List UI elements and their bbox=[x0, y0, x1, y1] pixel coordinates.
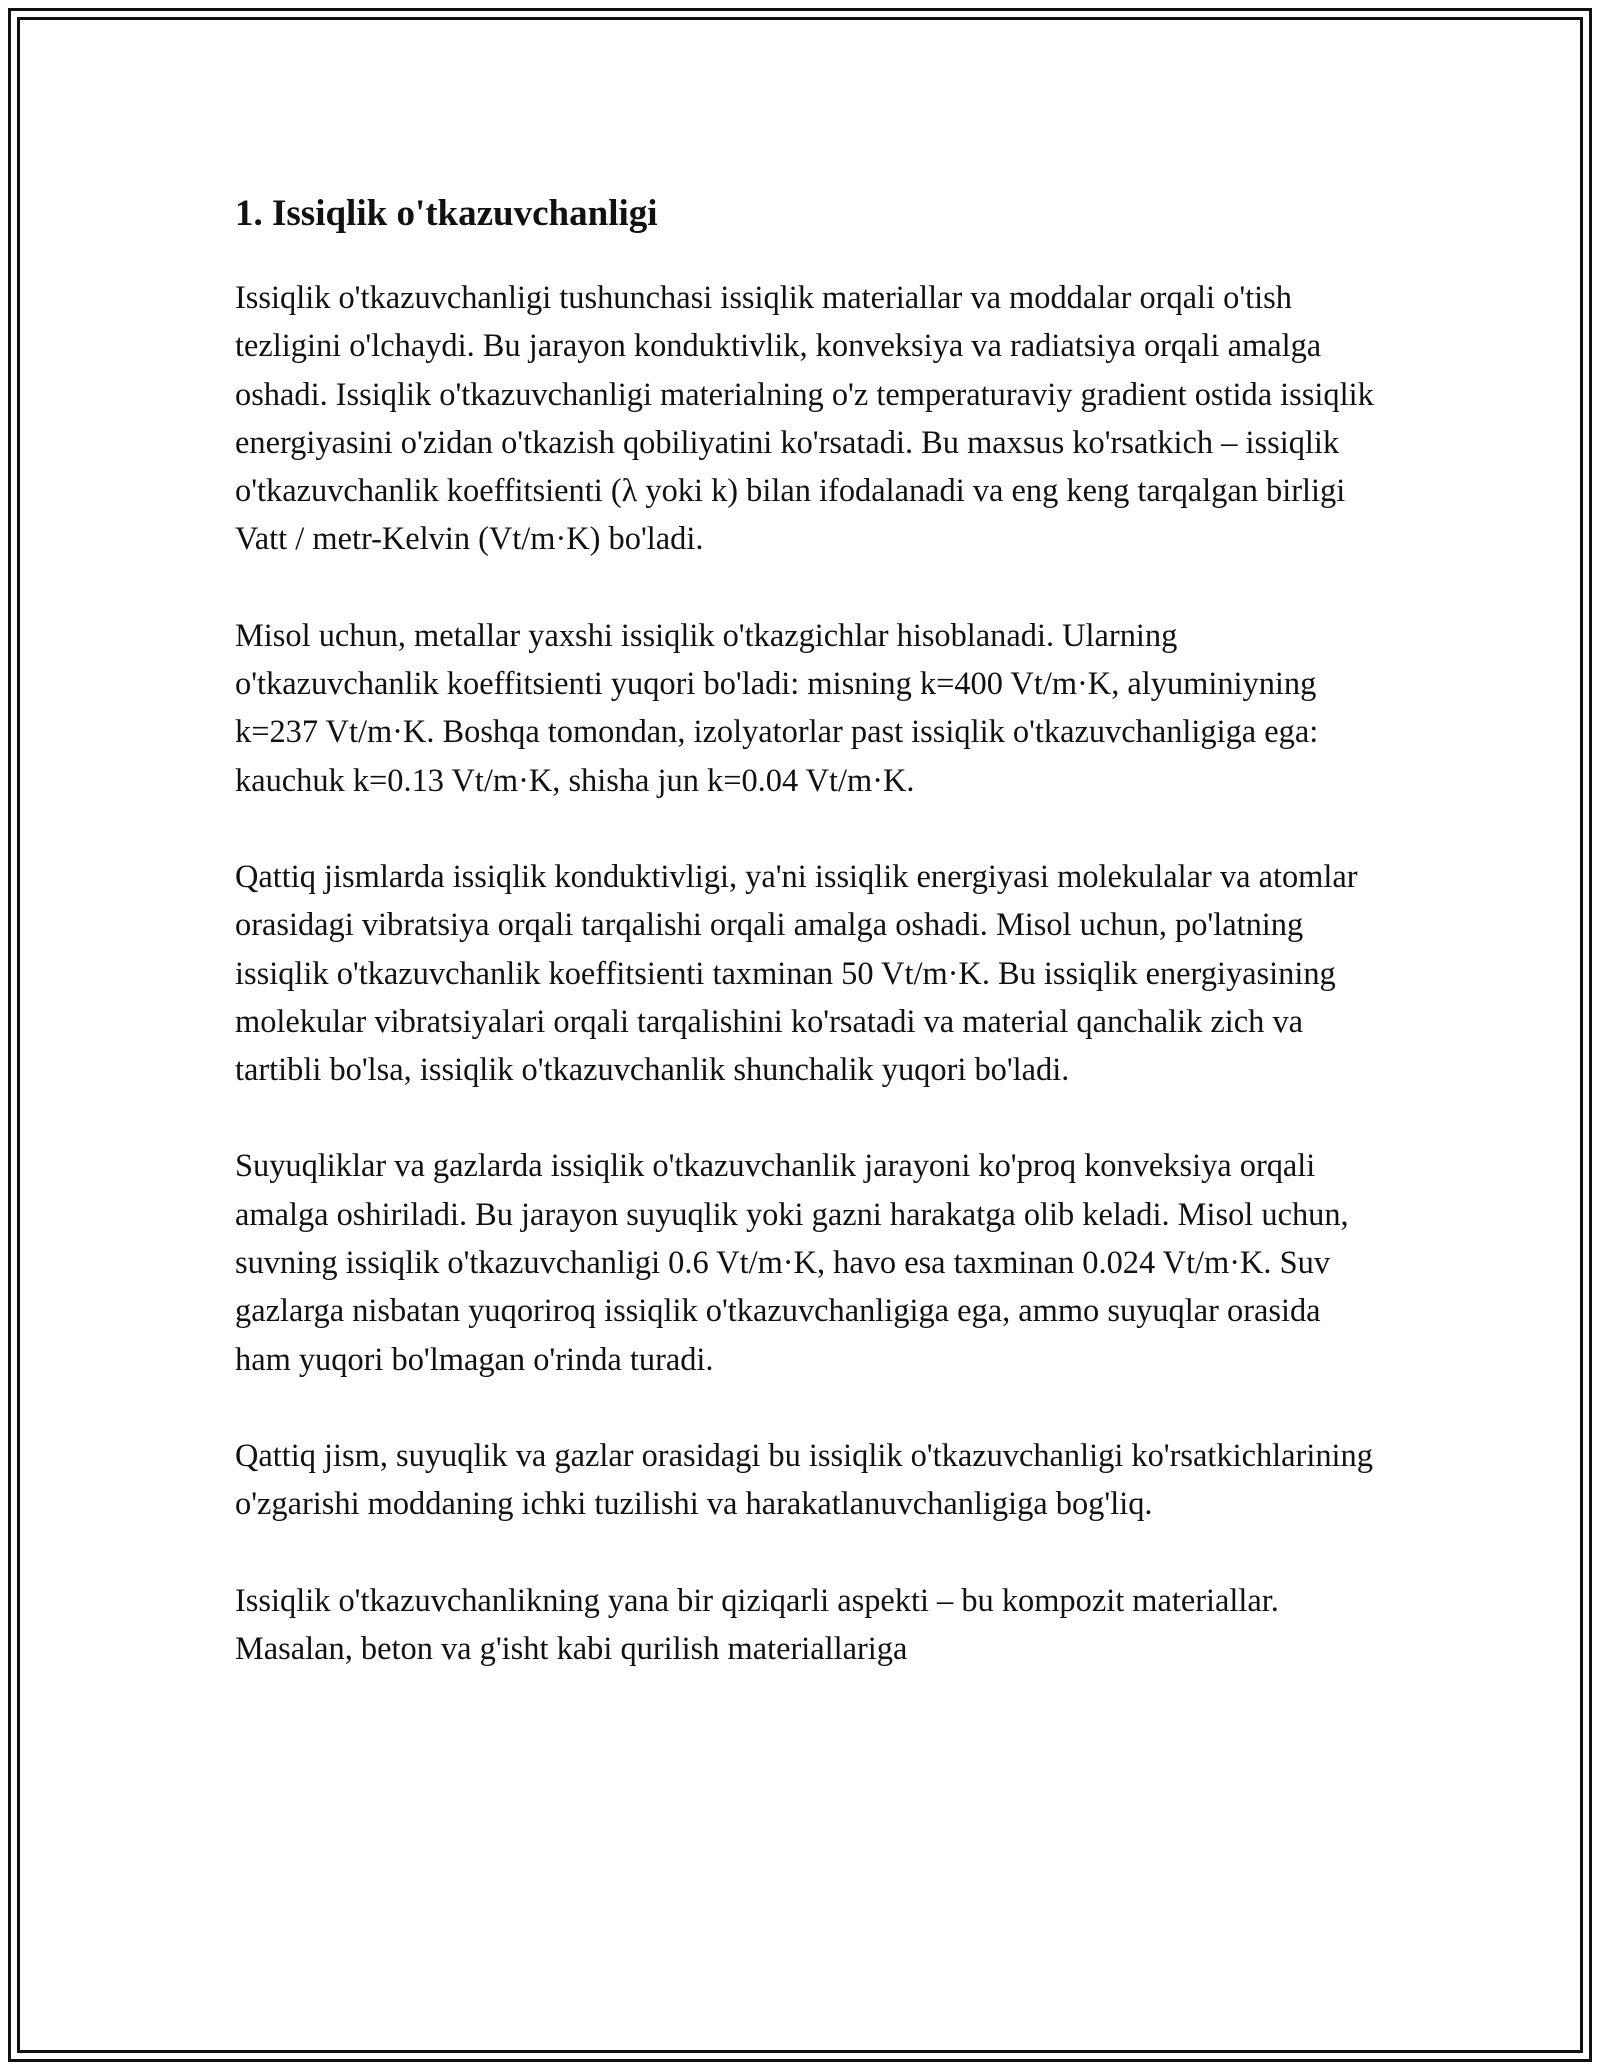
paragraph-composites: Issiqlik o'tkazuvchanlikning yana bir qiziqarli aspekti – bu kompozit materiallar. Masalan, beton va g'isht kabi qurilish materiallariga bbox=[235, 1582, 1279, 1667]
paragraph-liquids-gases: Suyuqliklar va gazlarda issiqlik o'tkazuvchanlik jarayoni ko'proq konveksiya orqali amalga oshiriladi. Bu jarayon suyuqlik yoki gazni harakatga olib keladi. Misol uchun, suvning issiqlik o'tkazuvchanligi 0.6 Vt/m·K, havo esa taxminan 0.024 Vt/m·K. Suv gazlarga nisbatan yuqoriroq issiqlik o'tkazuvchanligiga ega, ammo suyuqlar orasida ham yuqori bo'lmagan o'rinda turadi. bbox=[235, 1148, 1349, 1378]
paragraph-metals-insulators: Misol uchun, metallar yaxshi issiqlik o'tkazgichlar hisoblanadi. Ularning o'tkazuvchanlik koeffitsienti yuqori bo'ladi: misning k=400 Vt/m·K, alyuminiyning k=237 Vt/m·K. Boshqa tomondan, izolyatorlar past issiqlik o'tkazuvchanligiga ega: kauchuk k=0.13 Vt/m·K, shisha jun k=0.04 Vt/m·K. bbox=[235, 617, 1319, 799]
paragraph-comparison: Qattiq jism, suyuqlik va gazlar orasidagi bu issiqlik o'tkazuvchanligi ko'rsatkichlarining o'zgarishi moddaning ichki tuzilishi va harakatlanuvchanligiga bog'liq. bbox=[235, 1437, 1373, 1523]
section-heading: 1. Issiqlik o'tkazuvchanligi bbox=[235, 193, 658, 234]
document-body bbox=[235, 188, 1375, 1721]
paragraph-definition: Issiqlik o'tkazuvchanligi tushunchasi issiqlik materiallar va moddalar orqali o'tish tezligini o'lchaydi. Bu jarayon konduktivlik, konveksiya va radiatsiya orqali amalga oshadi. Issiqlik o'tkazuvchanligi materialning o'z temperaturaviy gradient ostida issiqlik energiyasini o'zidan o'tkazish qobiliyatini ko'rsatadi. Bu maxsus ko'rsatkich – issiqlik o'tkazuvchanlik koeffitsienti (λ yoki k) bilan ifodalanadi va eng keng tarqalgan birligi Vatt / metr-Kelvin (Vt/m·K) bo'ladi. bbox=[235, 280, 1374, 558]
paragraph-solids: Qattiq jismlarda issiqlik konduktivligi, ya'ni issiqlik energiyasi molekulalar va atomlar orasidagi vibratsiya orqali tarqalishi orqali amalga oshadi. Misol uchun, po'latning issiqlik o'tkazuvchanlik koeffitsienti taxminan 50 Vt/m·K. Bu issiqlik energiyasining molekular vibratsiyalari orqali tarqalishini ko'rsatadi va material qanchalik zich va tartibli bo'lsa, issiqlik o'tkazuvchanlik shunchalik yuqori bo'ladi. bbox=[235, 858, 1358, 1089]
